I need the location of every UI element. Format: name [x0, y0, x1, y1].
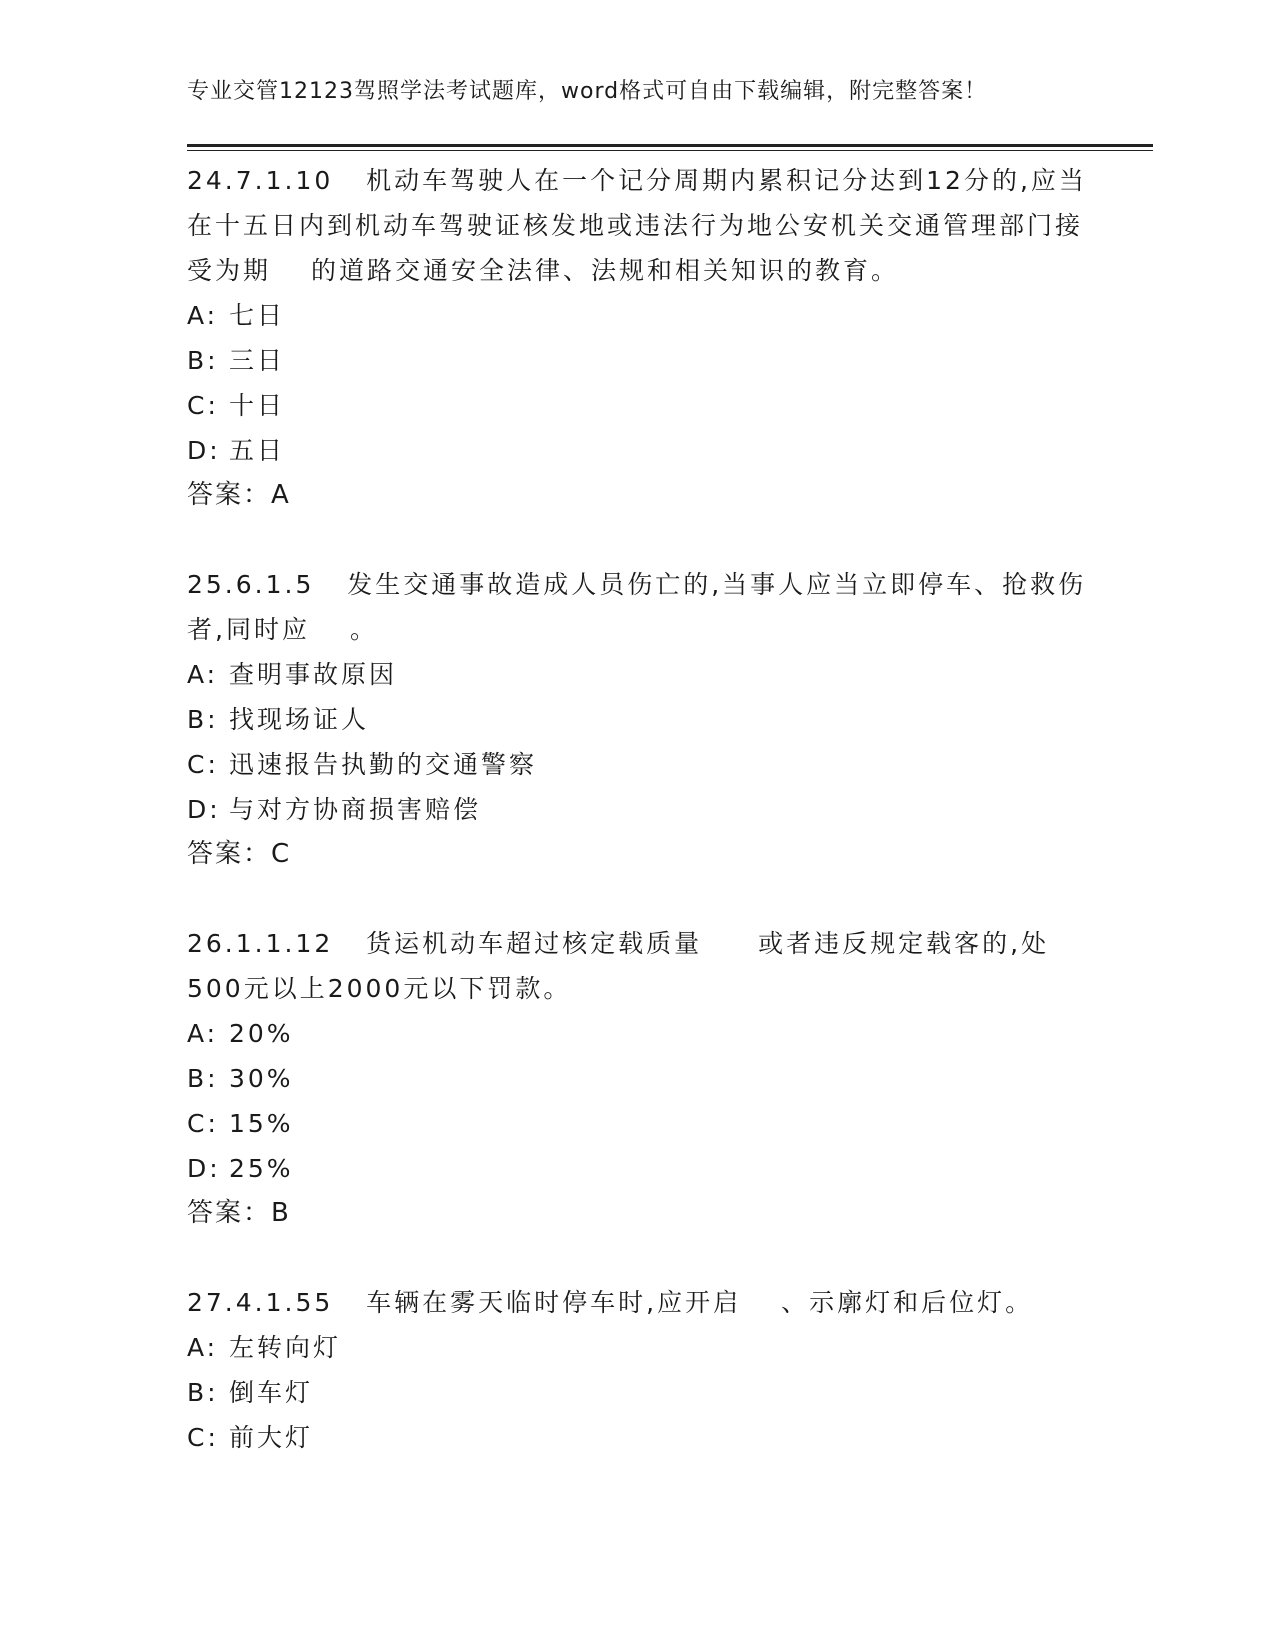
option-key: A: — [187, 1333, 219, 1362]
option-d — [187, 1146, 1087, 1191]
option-text: 与对方协商损害赔偿 — [229, 795, 482, 824]
question-stem — [187, 562, 1087, 652]
option-c — [187, 1101, 1087, 1146]
page-header: 专业交管12123驾照学法考试题库，word格式可自由下载编辑，附完整答案！ — [187, 79, 988, 104]
question-number: 27.4.1.55 — [187, 1288, 334, 1317]
option-c — [187, 383, 1087, 428]
question-stem — [187, 921, 1087, 1011]
question-item — [187, 1280, 1087, 1460]
option-key: C: — [187, 1109, 219, 1138]
option-text: 迅速报告执勤的交通警察 — [229, 750, 538, 779]
option-key: C: — [187, 1423, 219, 1452]
stem-text-after: 或者违反规定载客的,处500元以上2000元以下罚款。 — [187, 929, 1050, 1003]
stem-text-after: 的道路交通安全法律、法规和相关知识的教育。 — [311, 256, 900, 285]
question-number: 24.7.1.10 — [187, 166, 334, 195]
option-text: 15% — [229, 1109, 294, 1138]
option-text: 找现场证人 — [229, 705, 370, 734]
option-key: C: — [187, 391, 219, 420]
stem-text-after: 、示廓灯和后位灯。 — [781, 1288, 1034, 1317]
stem-text-before: 货运机动车超过核定载质量 — [366, 929, 703, 958]
option-d — [187, 428, 1087, 473]
option-text: 25% — [229, 1154, 294, 1183]
option-key: D: — [187, 1154, 221, 1183]
option-c — [187, 1415, 1087, 1460]
question-number: 26.1.1.12 — [187, 929, 334, 958]
option-b — [187, 338, 1087, 383]
option-key: B: — [187, 346, 219, 375]
answer-line: 答案：B — [187, 1198, 291, 1228]
stem-text-after: 。 — [349, 615, 378, 644]
option-a — [187, 1011, 1087, 1056]
option-key: D: — [187, 436, 221, 465]
question-stem — [187, 1280, 1087, 1325]
option-text: 查明事故原因 — [229, 660, 398, 689]
option-b — [187, 1056, 1087, 1101]
option-key: B: — [187, 705, 219, 734]
question-item — [187, 562, 1087, 877]
option-text: 30% — [229, 1064, 294, 1093]
question-item — [187, 158, 1087, 518]
header-rule-thick — [187, 144, 1153, 147]
option-b — [187, 697, 1087, 742]
option-c — [187, 742, 1087, 787]
question-item — [187, 921, 1087, 1236]
option-key: B: — [187, 1378, 219, 1407]
option-key: A: — [187, 660, 219, 689]
option-text: 前大灯 — [229, 1423, 314, 1452]
option-text: 五日 — [229, 436, 286, 465]
option-text: 左转向灯 — [229, 1333, 342, 1362]
option-a — [187, 293, 1087, 338]
question-stem — [187, 158, 1087, 293]
stem-text-before: 机动车驾驶人在一个记分周期内累积记分达到12分的,应当在十五日内到机动车驾驶证核发地或违法行为地公安机关交通管理部门接受为期 — [187, 166, 1087, 285]
option-key: D: — [187, 795, 221, 824]
option-d — [187, 787, 1087, 832]
answer-line: 答案：A — [187, 480, 291, 510]
option-key: A: — [187, 1019, 219, 1048]
option-key: C: — [187, 750, 219, 779]
option-a — [187, 652, 1087, 697]
option-b — [187, 1370, 1087, 1415]
option-text: 七日 — [229, 301, 286, 330]
answer-line: 答案：C — [187, 839, 292, 869]
stem-text-before: 车辆在雾天临时停车时,应开启 — [366, 1288, 742, 1317]
question-number: 25.6.1.5 — [187, 570, 315, 599]
option-a — [187, 1325, 1087, 1370]
header-rule-thin — [187, 150, 1153, 151]
option-text: 20% — [229, 1019, 294, 1048]
option-key: B: — [187, 1064, 219, 1093]
option-text: 三日 — [229, 346, 286, 375]
option-text: 十日 — [229, 391, 286, 420]
question-list — [187, 158, 1087, 1504]
option-key: A: — [187, 301, 219, 330]
stem-text-before: 发生交通事故造成人员伤亡的,当事人应当立即停车、抢救伤者,同时应 — [187, 570, 1087, 644]
option-text: 倒车灯 — [229, 1378, 314, 1407]
